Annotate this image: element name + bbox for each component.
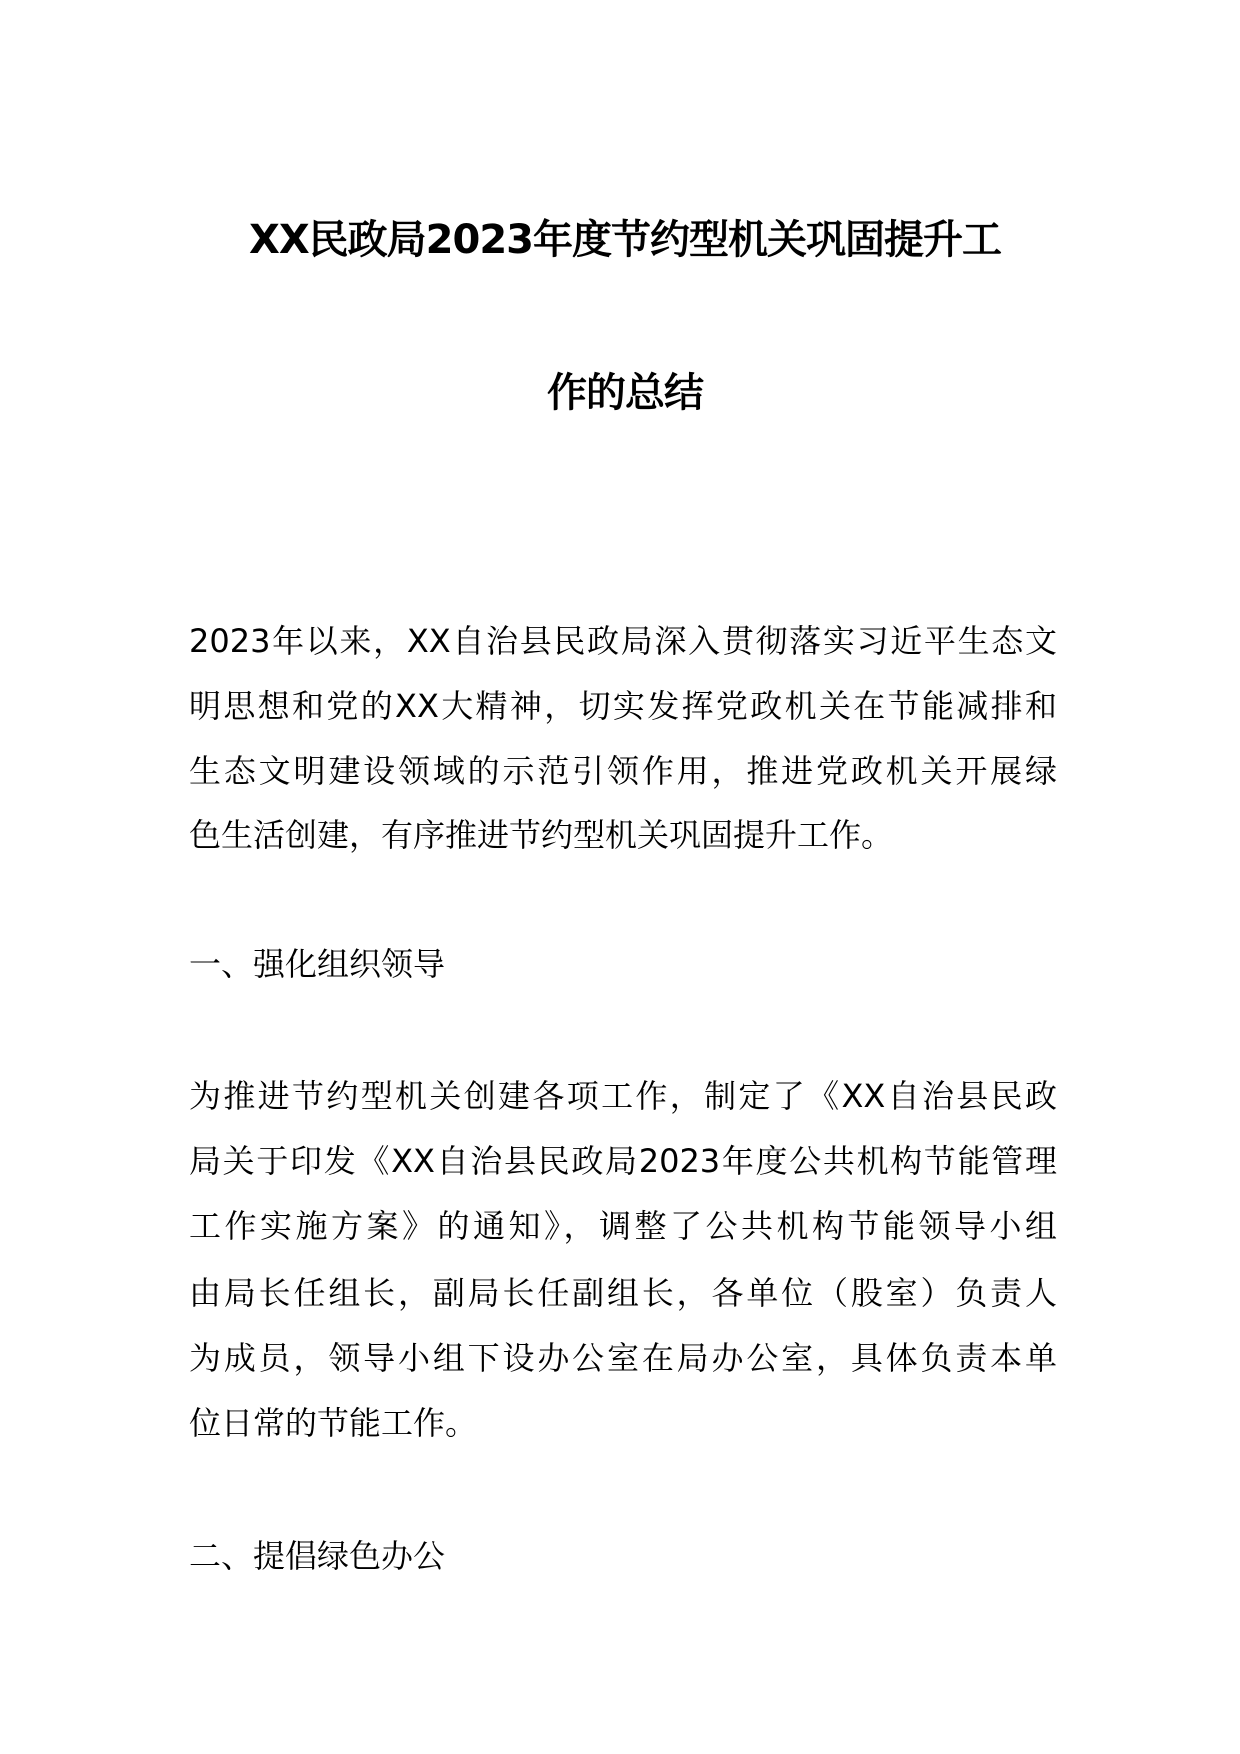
paragraph-line: 生态文明建设领域的示范引领作用，推进党政机关开展绿 [189,752,1057,790]
paragraph-line: 由局长任组长，副局长任副组长，各单位（股室）负责人 [189,1274,1057,1312]
paragraph-line: 位日常的节能工作。 [189,1404,478,1442]
paragraph-line: 局关于印发《XX自治县民政局2023年度公共机构节能管理 [189,1142,1057,1180]
document-title-line-2: 作的总结 [547,370,703,416]
paragraph-line: 色生活创建，有序推进节约型机关巩固提升工作。 [189,816,894,854]
paragraph-line: 为推进节约型机关创建各项工作，制定了《XX自治县民政 [189,1077,1057,1115]
section-heading-2: 二、提倡绿色办公 [189,1537,446,1575]
section-heading-1: 一、强化组织领导 [189,945,446,983]
paragraph-line: 工作实施方案》的通知》，调整了公共机构节能领导小组 [189,1207,1057,1245]
paragraph-line: 明思想和党的XX大精神，切实发挥党政机关在节能减排和 [189,687,1057,725]
paragraph-line: 为成员，领导小组下设办公室在局办公室，具体负责本单 [189,1339,1057,1377]
paragraph-line: 2023年以来，XX自治县民政局深入贯彻落实习近平生态文 [189,622,1057,660]
document-title-line-1: XX民政局2023年度节约型机关巩固提升工 [248,217,1001,263]
